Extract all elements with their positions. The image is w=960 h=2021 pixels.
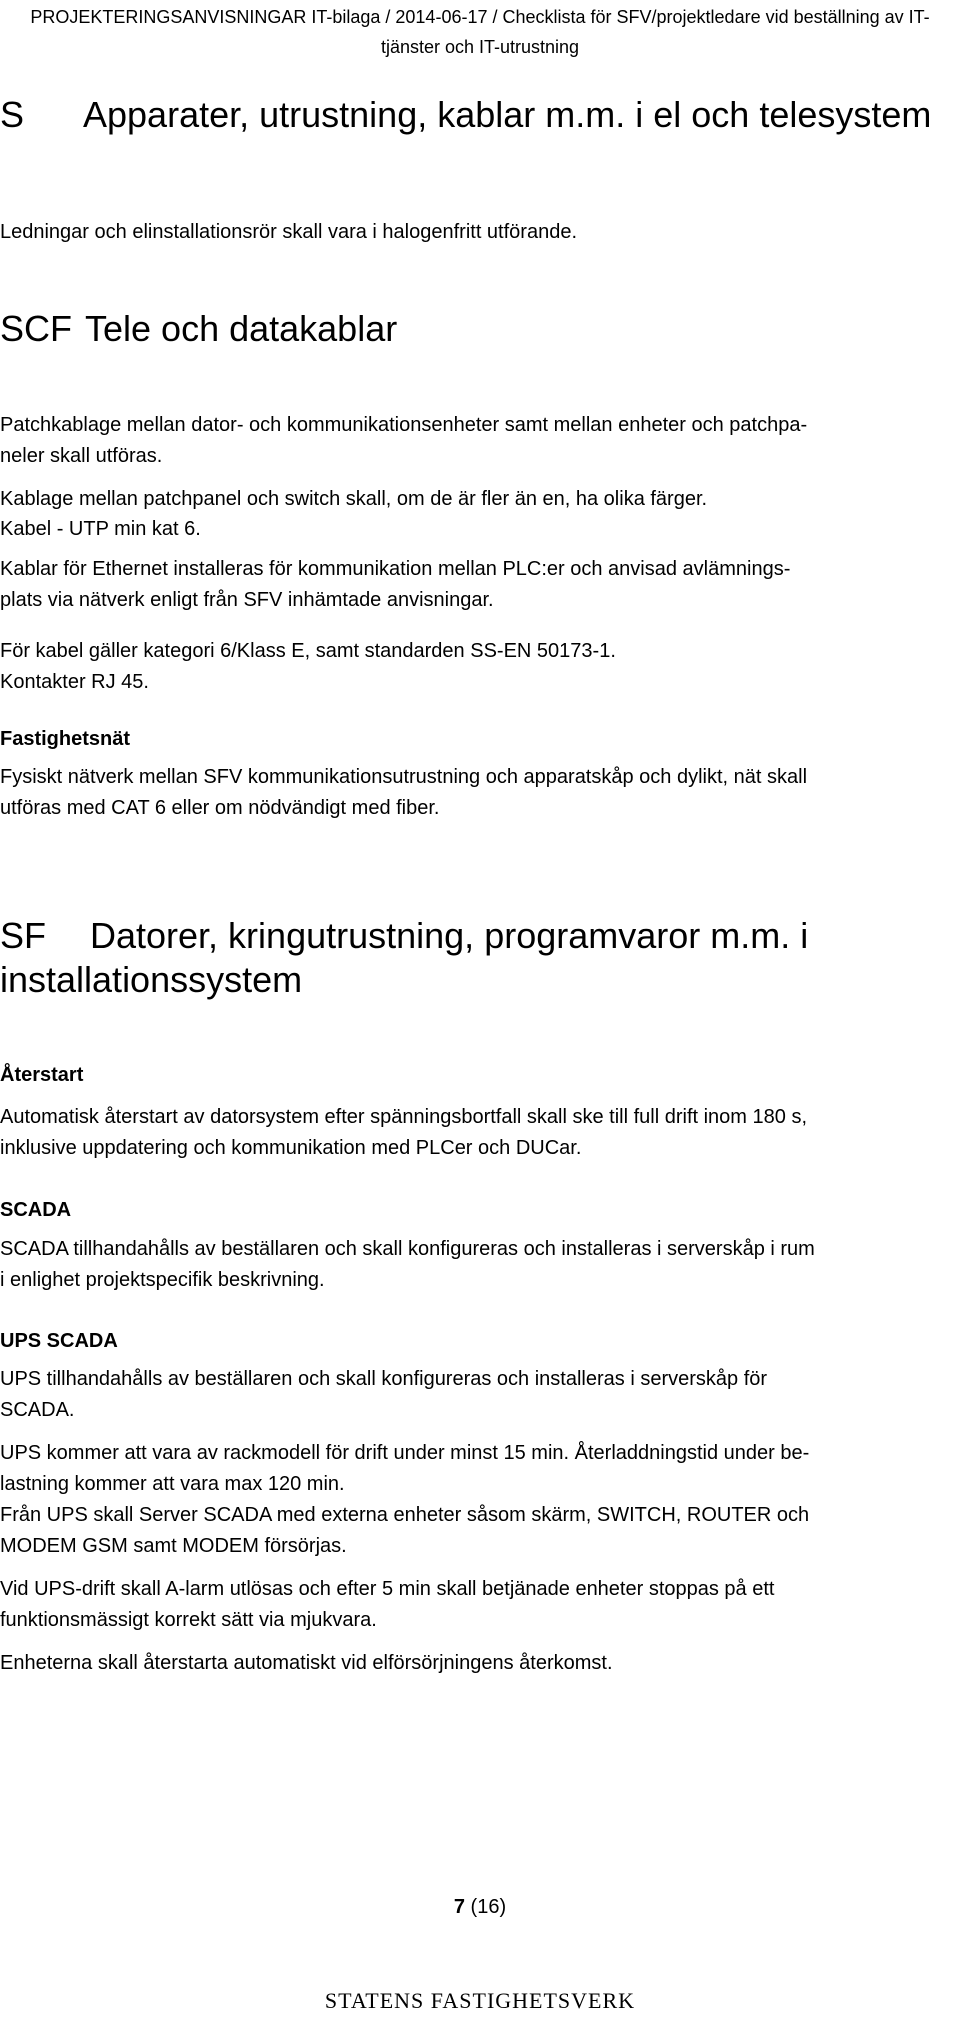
- section-code: S: [0, 94, 25, 135]
- text-line: Fysiskt nätverk mellan SFV kommunikationsutrustning och apparatskåp och dylikt, nät skall: [0, 766, 808, 788]
- text-line: funktionsmässigt korrekt sätt via mjukvara.: [0, 1609, 377, 1631]
- text-line: UPS kommer att vara av rackmodell för drift under minst 15 min. Återladdningstid under be-: [0, 1442, 810, 1464]
- page-number-total: (16): [470, 1896, 507, 1918]
- text-line: i enlighet projektspecifik beskrivning.: [0, 1269, 325, 1291]
- page-number-current: 7: [453, 1896, 465, 1918]
- paragraph: [0, 410, 950, 472]
- section-scf-heading: [0, 307, 397, 351]
- paragraph: [0, 1574, 950, 1636]
- text-line: inklusive uppdatering och kommunikation med PLCer och DUCar.: [0, 1137, 582, 1159]
- section-title-line-1: Datorer, kringutrustning, programvaror m.m. i: [90, 915, 809, 956]
- page-number: [0, 1893, 960, 1921]
- section-title-line-2: installationssystem: [0, 959, 303, 1000]
- page-header: [0, 2, 960, 62]
- paragraph: [0, 554, 950, 616]
- sub-heading-fastighetsnat: Fastighetsnät: [0, 728, 131, 750]
- paragraph: [0, 1102, 950, 1164]
- statens-fastighetsverk-logo: STATENS FASTIGHETSVERK: [324, 1988, 636, 2013]
- text-line: SCADA tillhandahålls av beställaren och skall konfigureras och installeras i serverskåp i rum: [0, 1238, 815, 1260]
- paragraph: [0, 1364, 950, 1426]
- text-line: utföras med CAT 6 eller om nödvändigt med fiber.: [0, 797, 440, 819]
- section-title: Apparater, utrustning, kablar m.m. i el och telesystem: [83, 94, 932, 135]
- text-line: Vid UPS-drift skall A-larm utlösas och efter 5 min skall betjänade enheter stoppas på ett: [0, 1578, 775, 1600]
- paragraph: Kabel - UTP min kat 6.: [0, 518, 201, 540]
- paragraph: [0, 1234, 950, 1296]
- text-line: SCADA.: [0, 1399, 75, 1421]
- text-line: UPS tillhandahålls av beställaren och skall konfigureras och installeras i serverskåp för: [0, 1368, 768, 1390]
- paragraph: Enheterna skall återstarta automatiskt vid elförsörjningens återkomst.: [0, 1652, 613, 1674]
- sub-heading-ups-scada: UPS SCADA: [0, 1330, 118, 1352]
- paragraph: [0, 1438, 950, 1500]
- text-line: plats via nätverk enligt från SFV inhämtade anvisningar.: [0, 589, 494, 611]
- paragraph: [0, 762, 950, 824]
- section-s-text: Ledningar och elinstallationsrör skall vara i halogenfritt utförande.: [0, 221, 578, 243]
- text-line: neler skall utföras.: [0, 445, 163, 467]
- section-code: SCF: [0, 308, 72, 349]
- paragraph: Kontakter RJ 45.: [0, 671, 149, 693]
- sub-heading-scada: SCADA: [0, 1199, 72, 1221]
- section-s-heading: [0, 93, 931, 137]
- paragraph: Kablage mellan patchpanel och switch skall, om de är fler än en, ha olika färger.: [0, 488, 708, 510]
- text-line: MODEM GSM samt MODEM försörjas.: [0, 1535, 347, 1557]
- text-line: Kablar för Ethernet installeras för kommunikation mellan PLC:er och anvisad avlämnings-: [0, 558, 791, 580]
- paragraph: För kabel gäller kategori 6/Klass E, samt standarden SS-EN 50173-1.: [0, 640, 616, 662]
- sub-heading-aterstart: Återstart: [0, 1064, 84, 1086]
- header-line-1: PROJEKTERINGSANVISNINGAR IT-bilaga / 2014-06-17 / Checklista för SFV/projektledare vid beställning av IT-: [30, 7, 930, 27]
- text-line: Från UPS skall Server SCADA med externa enheter såsom skärm, SWITCH, ROUTER och: [0, 1504, 810, 1526]
- header-line-2: tjänster och IT-utrustning: [380, 37, 580, 57]
- section-code: SF: [0, 915, 47, 956]
- paragraph: [0, 1500, 950, 1562]
- section-sf-heading: [0, 914, 808, 1002]
- text-line: Automatisk återstart av datorsystem efter spänningsbortfall skall ske till full drift inom 180 s,: [0, 1106, 808, 1128]
- text-line: lastning kommer att vara max 120 min.: [0, 1473, 345, 1495]
- text-line: Patchkablage mellan dator- och kommunikationsenheter samt mellan enheter och patchpa-: [0, 414, 808, 436]
- section-title: Tele och datakablar: [85, 308, 398, 349]
